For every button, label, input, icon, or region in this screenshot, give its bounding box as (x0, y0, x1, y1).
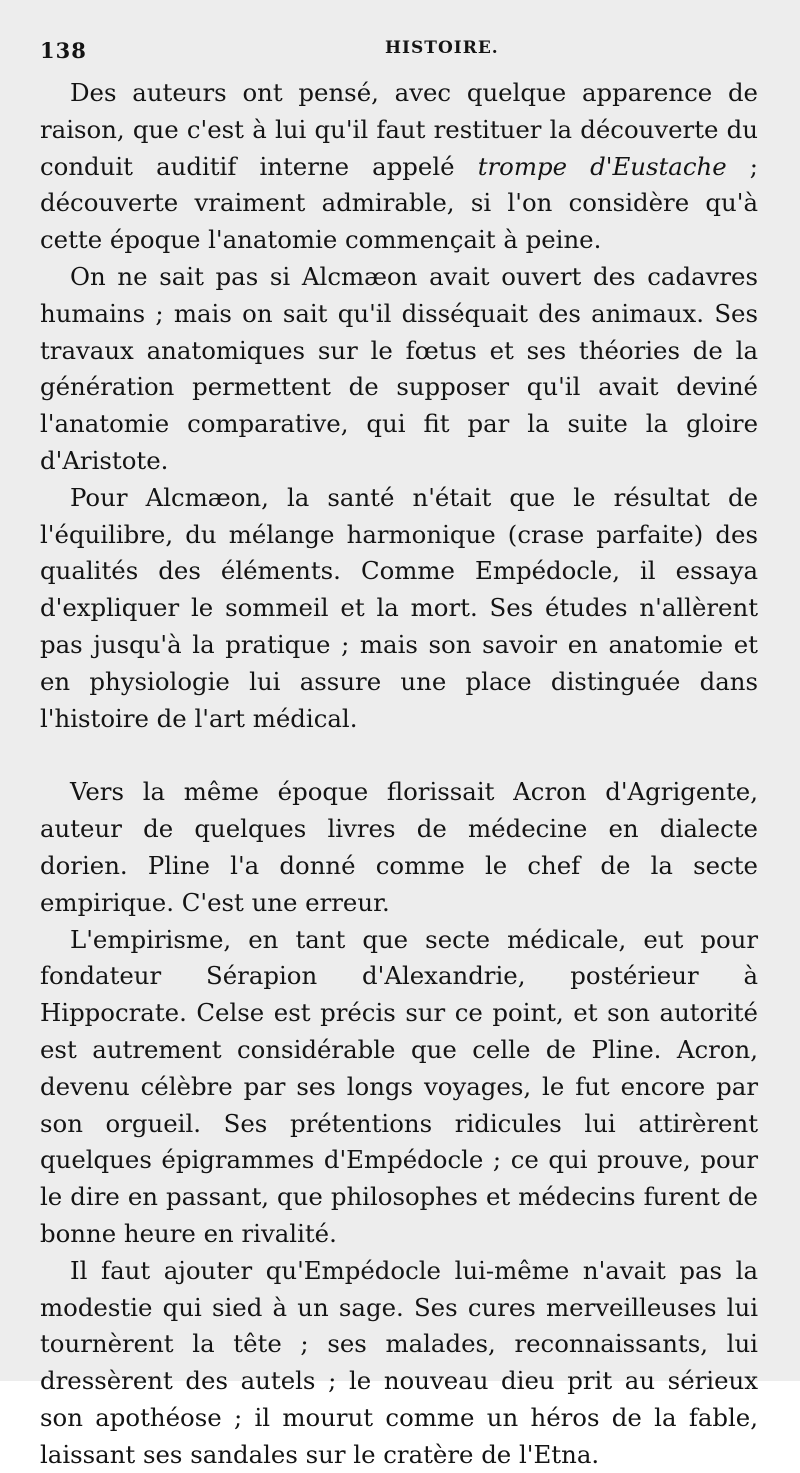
paragraph-1-text-start: Des auteurs ont pensé, avec quelque apparence de raison, que c'est à lui qu'il faut restituer la découverte du conduit auditif interne appelé (40, 78, 758, 181)
paragraph-1 (40, 75, 758, 259)
page-number: 138 (40, 38, 87, 63)
body-text (40, 75, 758, 1473)
paragraph-1-text-end: ; découverte vraiment admirable, si l'on considère qu'à cette époque l'anatomie commençait à peine. (40, 151, 758, 255)
page-header (40, 38, 765, 68)
paragraph-6: Il faut ajouter qu'Empédocle lui-même n'avait pas la modestie qui sied à un sage. Ses cures merveilleuses lui tournèrent la tête ; ses malades, reconnaissants, lui dressèrent des autels ; le nouveau dieu prit au sérieux son apothéose ; il mourut comme un héros de la fable, laissant ses sandales sur le cratère de l'Etna. (40, 1255, 758, 1469)
running-head: HISTOIRE. (385, 38, 499, 58)
emphasis-trompe-eustache: trompe d'Eustache (477, 151, 727, 181)
paragraph-4: Vers la même époque florissait Acron d'Agrigente, auteur de quelques livres de médecine en dialecte dorien. Pline l'a donné comme le chef de la secte empirique. C'est une erreur. (40, 777, 758, 917)
paragraph-5: L'empirisme, en tant que secte médicale, eut pour fondateur Sérapion d'Alexandrie, postérieur à Hippocrate. Celse est précis sur ce point, et son autorité est autrement considérable que celle de Pline. Acron, devenu célèbre par ses longs voyages, le fut encore par son orgueil. Ses prétentions ridicules lui attirèrent quelques épigrammes d'Empédocle ; ce qui prouve, pour le dire en passant, que philosophes et médecins furent de bonne heure en rivalité. (40, 924, 758, 1248)
paragraph-3: Pour Alcmæon, la santé n'était que le résultat de l'équilibre, du mélange harmonique (crase parfaite) des qualités des éléments. Comme Empédocle, il essaya d'expliquer le sommeil et la mort. Ses études n'allèrent pas jusqu'à la pratique ; mais son savoir en anatomie et en physiologie lui assure une place distinguée dans l'histoire de l'art médical. (40, 482, 758, 733)
paragraph-2: On ne sait pas si Alcmæon avait ouvert des cadavres humains ; mais on sait qu'il disséquait des animaux. Ses travaux anatomiques sur le fœtus et ses théories de la génération permettent de supposer qu'il avait deviné l'anatomie comparative, qui fit par la suite la gloire d'Aristote. (40, 261, 758, 475)
